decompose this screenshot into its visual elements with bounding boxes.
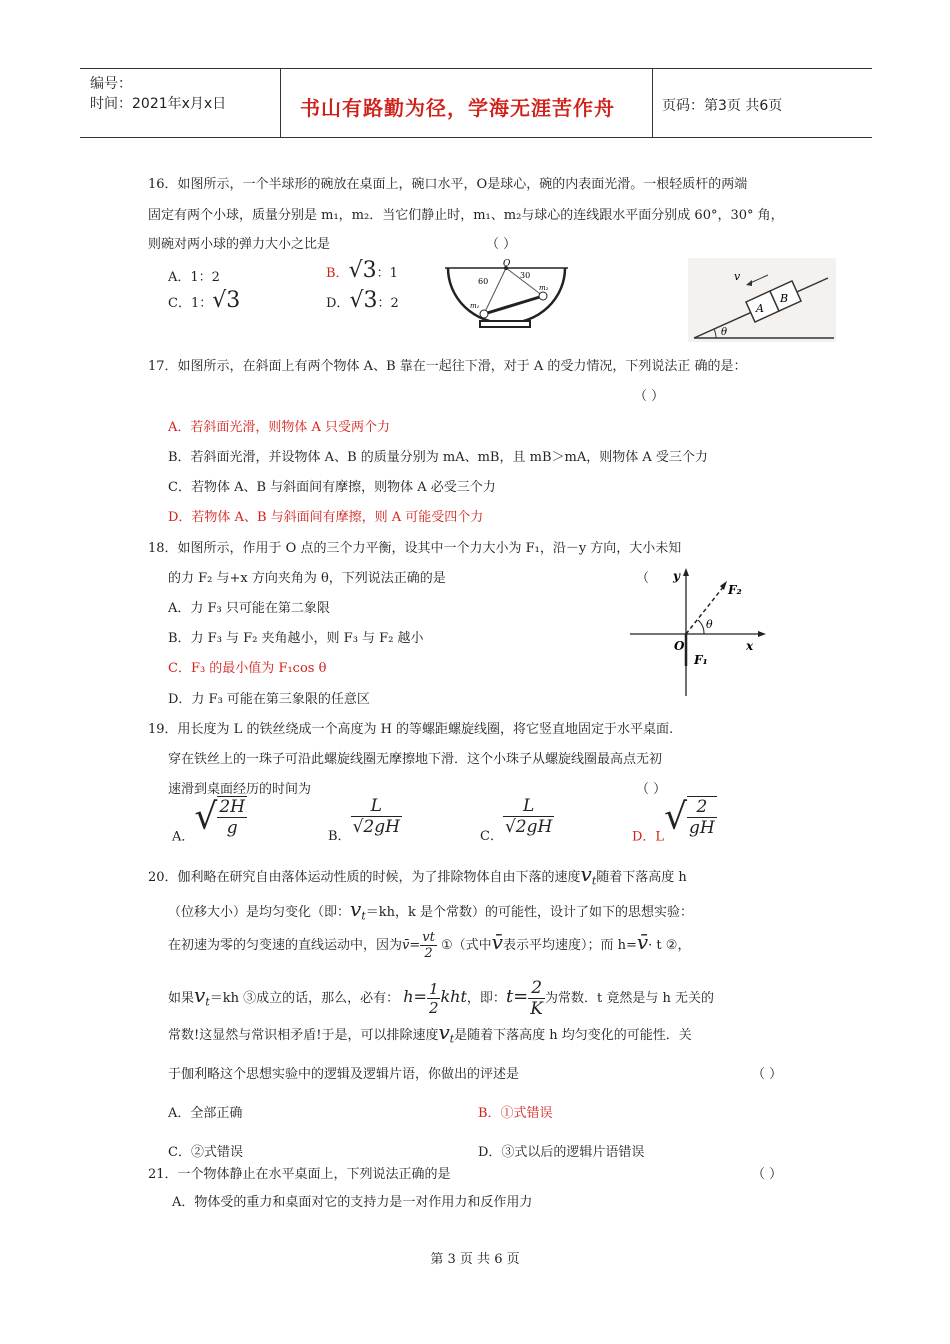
v-symbol: v [438,1020,450,1044]
q20-line3-c: 表示平均速度）；而 h= [502,938,637,953]
q17-option-c: C．若物体 A、B 与斜面间有摩擦，则物体 A 必受三个力 [168,480,496,495]
q20-line1 [148,862,687,888]
sqrt3: √3 [348,258,377,283]
q20-line1-a: 20．伽利略在研究自由落体运动性质的时候，为了排除物体自由下落的速度 [148,870,581,885]
q20-line5 [168,1020,692,1046]
v-symbol: v [350,897,362,921]
q19-b-den: √2gH [352,817,400,837]
q20-line4-c: ，即： [466,991,506,1006]
q17-option-d: D．若物体 A、B 与斜面间有摩擦，则 A 可能受四个力 [168,510,484,525]
q20-line2 [168,897,693,923]
eq2-left: h= [403,987,427,1006]
q16-option-b [326,258,398,283]
fig-a-label: A [756,302,764,315]
q18-answer-paren: （ [636,571,650,586]
q19-c-num: L [503,796,554,817]
v-symbol: v [194,983,206,1007]
t-subscript: t [361,909,366,923]
q19-line3: 速滑到桌面经历的时间为 [168,782,312,797]
header-divider [652,69,653,137]
vbar-symbol: v̄ [491,930,503,954]
header-motto: 书山有路勤为径，学海无涯苦作舟 [300,96,615,120]
number-label: 编号： [90,76,132,92]
q20-line4 [168,978,714,1019]
eq2-num: 1 [428,980,439,998]
q16-option-b-rest: ：1 [376,266,398,281]
eq3-den: K [530,999,543,1019]
q18-option-a: A．力 F₃ 只可能在第二象限 [168,601,330,616]
fig-theta-label: θ [721,327,728,338]
fig-angle-30: 30 [520,271,531,280]
q16-option-d [326,288,399,313]
q19-line1: 19．用长度为 L 的铁丝绕成一个高度为 H 的等螺距螺旋线圈，将它竖直地固定于水平桌面. [148,722,674,737]
eq1-left: v̄= [402,938,421,953]
q19-d-den: gH [689,818,715,838]
sqrt3: √3 [349,288,378,313]
q20-option-c: C．②式错误 [168,1145,243,1160]
q20-option-d: D．③式以后的逻辑片语错误 [478,1145,645,1160]
fig-m1-label: m₁ [470,302,480,310]
q20-line5-b: 是随着下落高度 h 均匀变化的可能性．关 [454,1028,692,1043]
q18-line2: 的力 F₂ 与+x 方向夹角为 θ，下列说法正确的是 [168,571,446,586]
q20-option-b: B．①式错误 [478,1106,553,1121]
q16-answer-paren: （ ） [486,237,517,252]
vbar-symbol: v̄ [636,930,649,954]
q16-line1: 16．如图所示，一个半球形的碗放在桌面上，碗口水平，O是球心，碗的内表面光滑。一根轻质杆的两端 [148,177,748,192]
q20-line5-a: 常数!这显然与常识相矛盾!于是，可以排除速度 [168,1028,439,1043]
eq1-num: vt [422,930,435,945]
q20-line2-b: ＝kh，k 是个常数）的可能性，设计了如下的思想实验： [365,905,693,920]
incline-figure [688,258,836,342]
q19-a-num: 2H [219,797,245,817]
q19-option-c [480,796,554,844]
q20-line4-a: 如果 [168,991,195,1006]
eq3-num: 2 [528,978,545,999]
q16-option-c-text: C．1： [168,296,213,311]
sqrt3: √3 [212,288,241,313]
q20-line3-a: 在初速为零的匀变速的直线运动中，因为 [168,938,403,953]
q20-line3-d: · t ②， [648,938,691,953]
fig-o-label: O [674,639,685,653]
fig-m2-label: m₂ [539,284,549,292]
fig-x-label: x [746,639,754,653]
header-divider [280,69,281,137]
q17-option-a: A．若斜面光滑，则物体 A 只受两个力 [168,420,391,435]
q16-option-d-rest: ：2 [377,296,399,311]
q18-option-b: B．力 F₃ 与 F₂ 夹角越小，则 F₃ 与 F₂ 越小 [168,631,424,646]
q21-option-a: A．物体受的重力和桌面对它的支持力是一对作用力和反作用力 [172,1195,533,1210]
q20-line3-b: ①（式中 [440,938,492,953]
q16-option-d-letter: D． [326,296,350,311]
q16-line3: 则碗对两小球的弹力大小之比是 [148,237,331,252]
q18-option-d: D．力 F₃ 可能在第三象限的任意区 [168,692,370,707]
force-axes-figure [628,562,768,698]
q21-answer-paren: （ ） [752,1167,783,1182]
q20-line1-b: 随着下落高度 h [596,870,687,885]
fig-v-label: v [734,270,741,283]
t-subscript: t [205,995,210,1009]
q17-option-b: B．若斜面光滑，并设物体 A、B 的质量分别为 mA、mB，且 mB＞mA，则物体 A 受三个力 [168,450,708,465]
bowl-figure [440,258,575,330]
q20-line2-a: （位移大小）是均匀变化（即： [168,905,351,920]
fig-f1-label: F₁ [694,653,708,667]
fig-angle-60: 60 [478,277,489,286]
t-subscript: t [449,1032,455,1046]
page-footer: 第 3 页 共 6 页 [430,1252,520,1267]
time-label: 时间：2021年x月x日 [90,96,227,112]
eq1-den: 2 [424,946,433,961]
q19-option-a-letter: A． [172,829,195,845]
eq2-den: 2 [428,999,439,1017]
q17-line1: 17．如图所示，在斜面上有两个物体 A、B 靠在一起往下滑，对于 A 的受力情况，下列说法正 确的是： [148,359,747,374]
q19-line2: 穿在铁丝上的一珠子可沿此螺旋线圈无摩擦地下滑．这个小珠子从螺旋线圈最高点无初 [168,752,663,767]
fig-theta-label: θ [706,618,713,631]
q16-option-c [168,288,240,313]
page-label: 页码：第3页 共6页 [662,98,783,114]
q16-option-b-letter: B． [326,266,349,281]
q19-option-c-letter: C． [480,829,503,844]
q19-option-d: D．L√ $\frac{2}{gH}$ [632,796,715,845]
q20-line6: 于伽利略这个思想实验中的逻辑及逻辑片语，你做出的评述是 [168,1067,520,1082]
q17-answer-paren: （ ） [634,389,665,404]
q16-line2: 固定有两个小球，质量分别是 m₁，m₂．当它们静止时，m₁、m₂与球心的连线跟水平面分别成 60°，30° 角， [148,208,784,223]
fig-o-label: O [503,259,511,269]
q20-answer-paren: （ ） [752,1067,783,1082]
q19-option-b-letter: B． [328,829,351,844]
v-symbol: v [580,862,592,886]
fig-y-label: y [673,569,680,583]
q20-line4-b: ＝kh ③成立的话，那么，必有： [209,991,400,1006]
q19-option-b [328,796,402,844]
q19-answer-paren: （ ） [636,782,667,797]
q20-option-a: A．全部正确 [168,1106,243,1121]
q19-option-a: A．√ $\frac{2H}{g}$ [172,796,245,845]
q20-line4-d: 为常数．t 竟然是与 h 无关的 [544,991,714,1006]
q19-d-num: 2 [687,797,717,818]
q21-line1: 21．一个物体静止在水平桌面上，下列说法正确的是 [148,1167,451,1182]
t-subscript: t [591,874,597,888]
eq3-left: t= [505,986,529,1007]
q19-b-num: L [351,796,402,817]
fig-b-label: B [780,292,789,305]
q16-option-a: A．1：2 [168,270,220,285]
fig-f2-label: F₂ [728,583,742,597]
q18-option-c: C．F₃ 的最小值为 F₁cos θ [168,661,327,676]
q19-c-den: √2gH [504,817,553,837]
q20-line3 [168,930,690,961]
q19-option-d-letter: D．L [632,829,665,845]
q18-line1: 18．如图所示，作用于 O 点的三个力平衡，设其中一个力大小为 F₁，沿－y 方向，大小未知 [148,541,682,556]
q19-a-den: g [226,818,238,838]
eq2-right: kht [440,987,467,1006]
